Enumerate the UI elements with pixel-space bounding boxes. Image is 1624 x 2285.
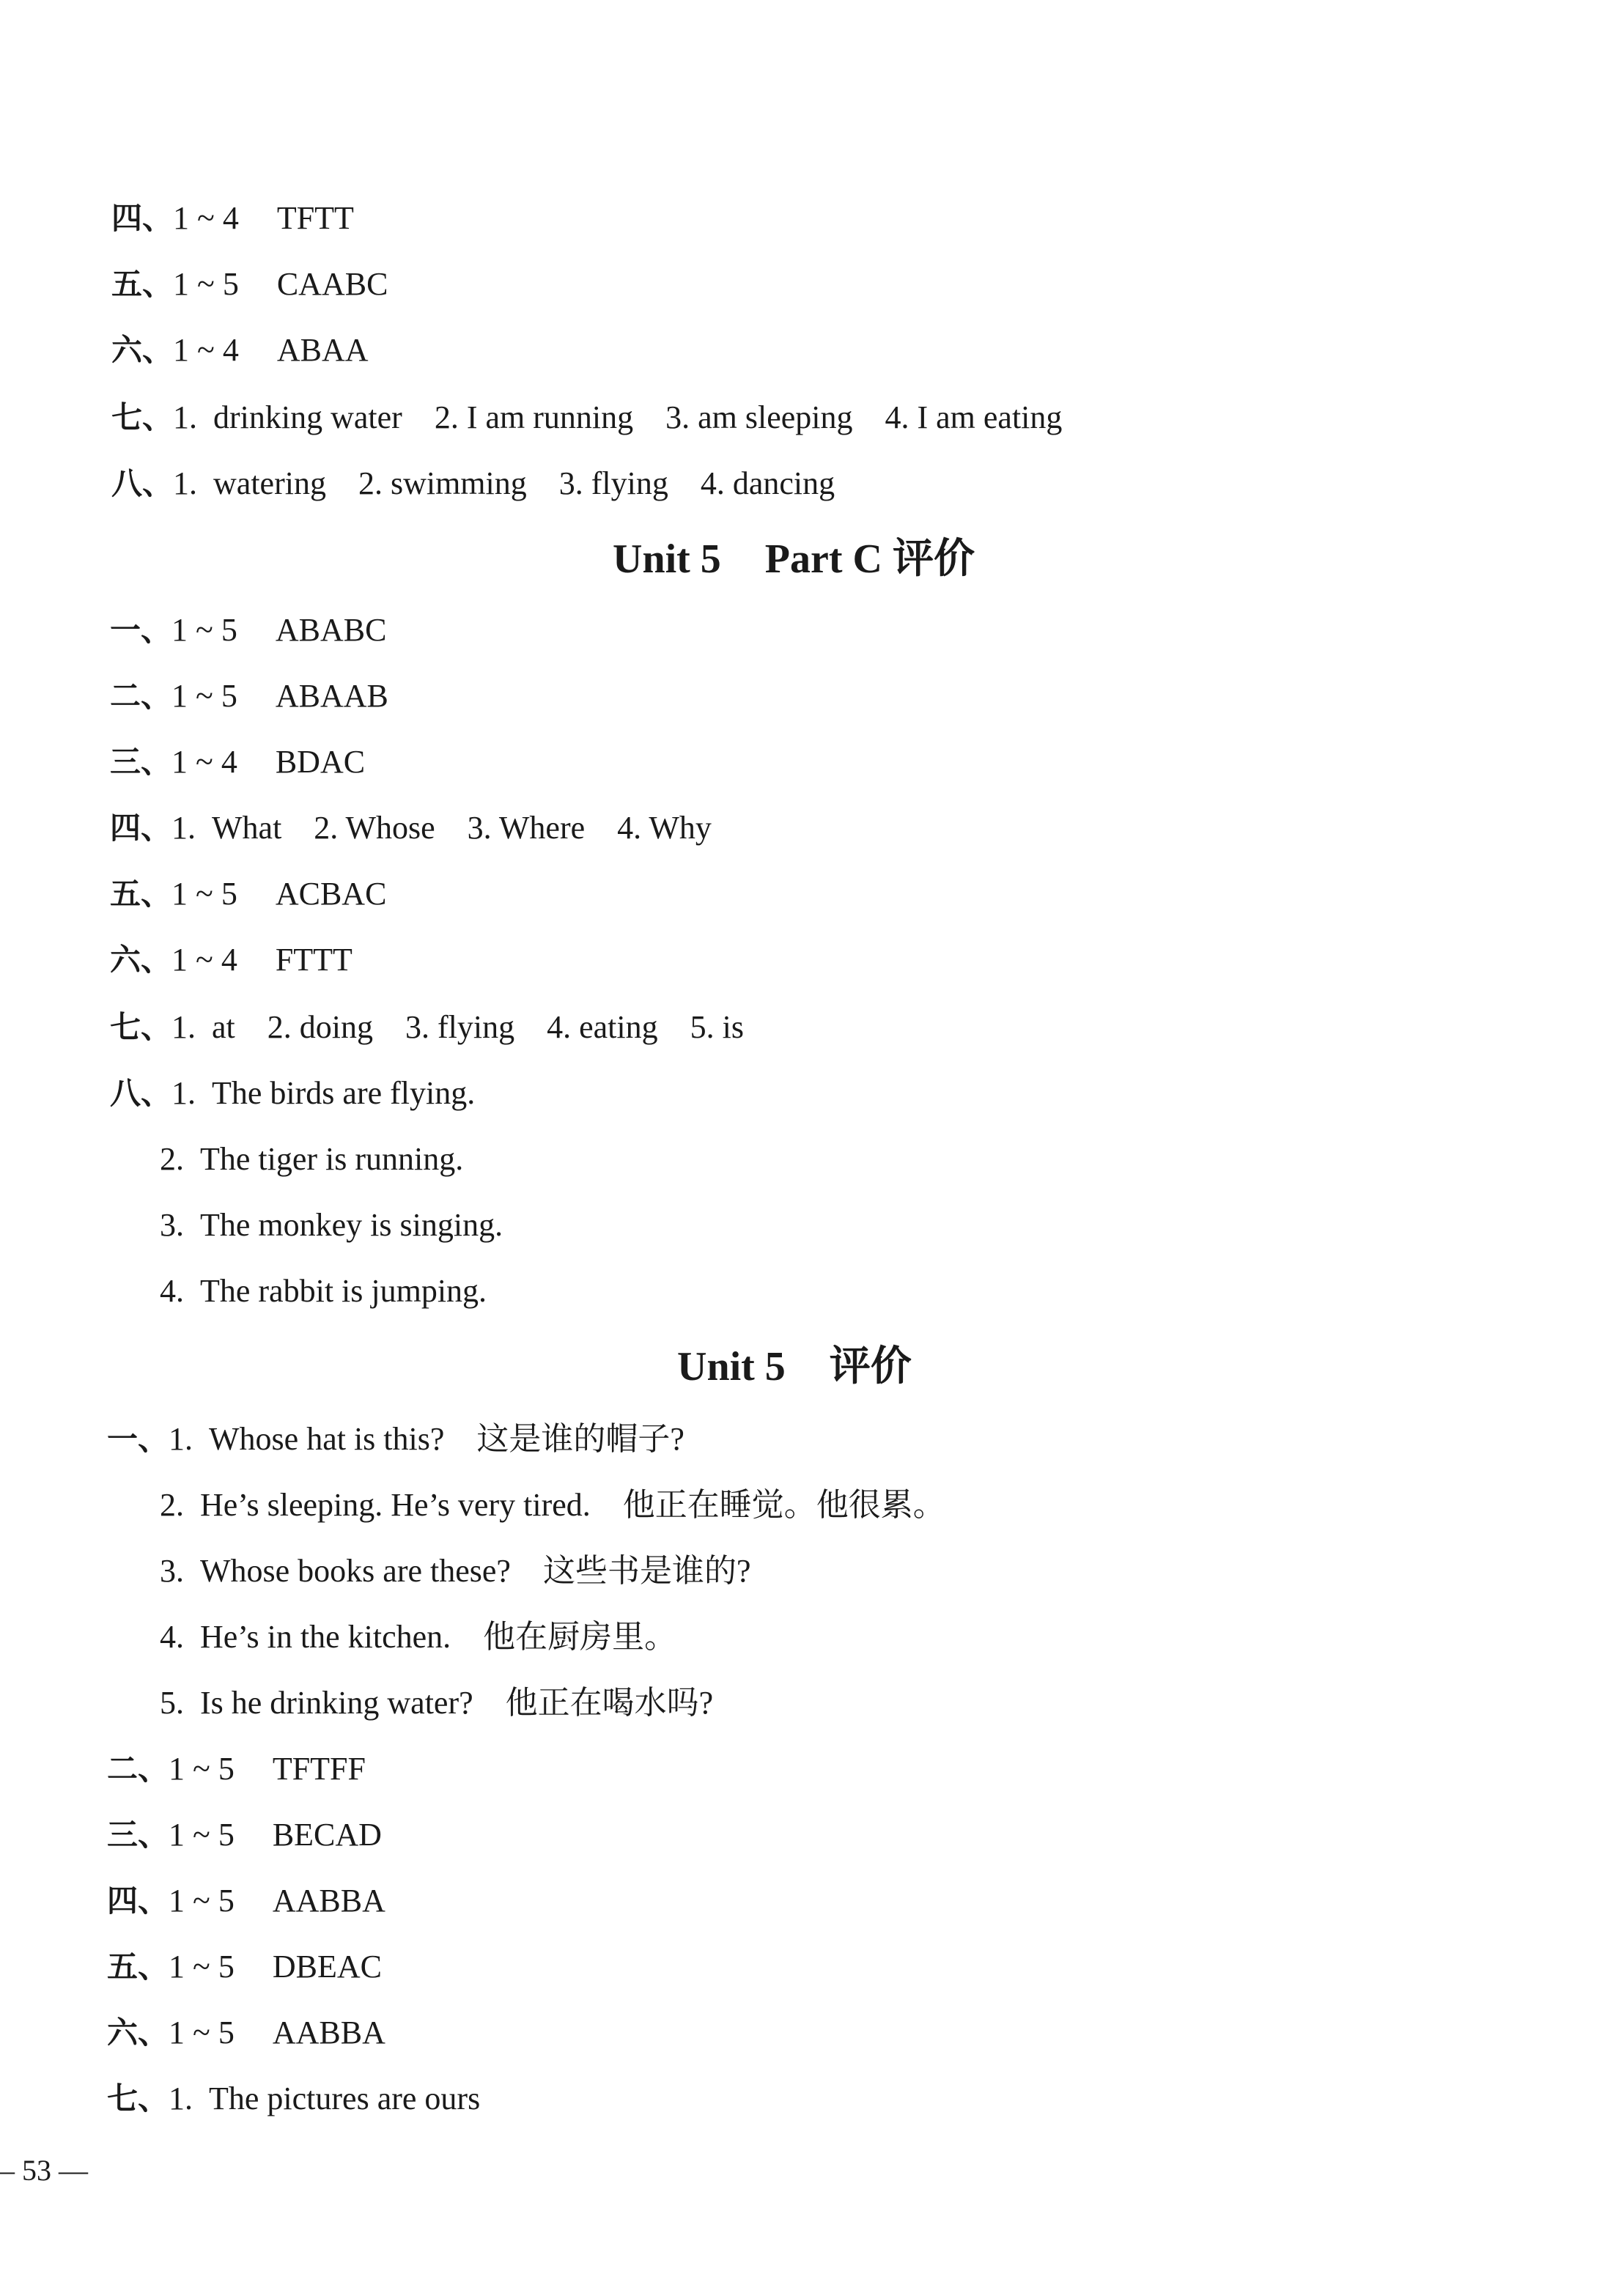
answer-text: The rabbit is jumping. <box>200 1273 487 1309</box>
question-range: 2. <box>160 1487 184 1523</box>
question-label: 六、 <box>110 942 172 978</box>
question-label: 八、 <box>111 465 174 501</box>
heading-part: 评价 <box>829 1344 912 1389</box>
question-label: 二、 <box>107 1751 169 1787</box>
question-range: 1 ~ 5 <box>169 1817 235 1853</box>
question-label: 四、 <box>107 1883 169 1919</box>
question-label: 三、 <box>110 744 172 780</box>
answer-line <box>160 1137 463 1181</box>
answer-line <box>160 1549 750 1593</box>
question-range: 1 ~ 5 <box>173 266 239 302</box>
answer-line <box>111 328 369 372</box>
answer-line <box>111 396 1062 440</box>
answer-text: drinking water 2. I am running 3. am sleeping 4. I am eating <box>213 399 1063 435</box>
question-label: 一、 <box>107 1421 169 1457</box>
section-heading <box>613 534 975 585</box>
answer-line <box>160 1203 503 1247</box>
answer-line <box>110 938 353 982</box>
question-label: 二、 <box>110 678 172 714</box>
question-range: 1. <box>173 465 198 501</box>
answer-text: watering 2. swimming 3. flying 4. dancing <box>213 465 835 501</box>
question-label: 七、 <box>107 2081 169 2116</box>
answer-text: AABBA <box>272 1883 385 1919</box>
answer-text: The monkey is singing. <box>200 1207 503 1243</box>
answer-text: He’s in the kitchen. 他在厨房里。 <box>200 1619 677 1655</box>
question-range: 1. <box>171 1009 196 1045</box>
question-range: 3. <box>160 1553 184 1589</box>
answer-line <box>111 262 388 306</box>
answer-line <box>111 196 354 240</box>
answer-text: FTTT <box>275 942 353 978</box>
question-range: 1 ~ 5 <box>169 1883 235 1919</box>
answer-text: The birds are flying. <box>212 1075 476 1111</box>
answer-line <box>160 1681 713 1725</box>
answer-line <box>110 1071 475 1115</box>
answer-line <box>110 674 388 718</box>
answer-line <box>107 1747 366 1791</box>
question-range: 1. <box>169 2081 193 2116</box>
answer-line <box>110 872 386 916</box>
answer-line <box>110 608 386 652</box>
answer-line <box>107 2011 385 2055</box>
question-range: 1 ~ 5 <box>169 2015 235 2050</box>
page-number <box>0 2149 88 2193</box>
heading-unit: Unit 5 <box>677 1344 786 1389</box>
question-label: 六、 <box>111 332 174 368</box>
answer-text: He’s sleeping. He’s very tired. 他正在睡觉。他很累。 <box>200 1487 945 1523</box>
answer-text: ABAA <box>276 332 369 368</box>
question-range: 1 ~ 4 <box>173 200 239 236</box>
question-label: 七、 <box>110 1009 172 1045</box>
answer-text: What 2. Whose 3. Where 4. Why <box>212 810 712 846</box>
answer-line <box>107 1417 684 1461</box>
answer-line <box>111 462 835 506</box>
question-range: 1 ~ 4 <box>171 942 237 978</box>
question-range: 1. <box>171 810 196 846</box>
answer-text: ABABC <box>275 612 387 648</box>
question-label: 五、 <box>111 266 174 302</box>
answer-text: ACBAC <box>275 876 387 912</box>
answer-line <box>107 2077 480 2121</box>
question-label: 八、 <box>110 1075 172 1111</box>
answer-text: Whose hat is this? 这是谁的帽子? <box>209 1421 684 1457</box>
answer-text: BDAC <box>275 744 366 780</box>
answer-text: DBEAC <box>272 1949 382 1985</box>
question-label: 三、 <box>107 1817 169 1853</box>
heading-unit: Unit 5 <box>613 536 721 582</box>
answer-line <box>160 1269 487 1313</box>
answer-text: ABAAB <box>275 678 388 714</box>
question-range: 1. <box>169 1421 193 1457</box>
question-range: 2. <box>160 1141 184 1177</box>
answer-line <box>107 1945 382 1989</box>
answer-text: at 2. doing 3. flying 4. eating 5. is <box>212 1009 744 1045</box>
question-label: 一、 <box>110 612 172 648</box>
answer-line <box>160 1483 945 1527</box>
answer-line <box>110 806 712 850</box>
question-range: 1 ~ 5 <box>169 1751 235 1787</box>
question-range: 1 ~ 5 <box>171 612 237 648</box>
question-range: 1. <box>171 1075 196 1111</box>
answer-line <box>160 1615 676 1659</box>
answer-line <box>107 1879 385 1923</box>
question-range: 4. <box>160 1273 184 1309</box>
page-number-value: 53 <box>22 2154 51 2187</box>
question-range: 1 ~ 4 <box>173 332 239 368</box>
answer-text: The tiger is running. <box>200 1141 464 1177</box>
heading-part: Part C 评价 <box>764 536 975 582</box>
answer-line <box>110 740 365 784</box>
question-range: 1 ~ 4 <box>171 744 237 780</box>
answer-text: The pictures are ours <box>209 2081 481 2116</box>
question-range: 4. <box>160 1619 184 1655</box>
answer-text: TFTFF <box>272 1751 366 1787</box>
page-number-dash-right: — <box>51 2154 88 2187</box>
question-range: 1 ~ 5 <box>171 876 237 912</box>
answer-line <box>110 1005 744 1049</box>
question-label: 六、 <box>107 2015 169 2050</box>
answer-line <box>107 1813 382 1857</box>
answer-text: TFTT <box>276 200 354 236</box>
question-label: 四、 <box>110 810 172 846</box>
question-range: 1 ~ 5 <box>171 678 237 714</box>
page-number-dash-left: – <box>0 2154 22 2187</box>
question-range: 3. <box>160 1207 184 1243</box>
question-range: 5. <box>160 1685 184 1721</box>
question-label: 四、 <box>111 200 174 236</box>
answer-text: BECAD <box>272 1817 382 1853</box>
answer-text: AABBA <box>272 2015 385 2050</box>
question-range: 1 ~ 5 <box>169 1949 235 1985</box>
question-label: 七、 <box>111 399 174 435</box>
answer-text: Whose books are these? 这些书是谁的? <box>200 1553 751 1589</box>
question-label: 五、 <box>110 876 172 912</box>
question-label: 五、 <box>107 1949 169 1985</box>
answer-text: Is he drinking water? 他正在喝水吗? <box>200 1685 714 1721</box>
answer-text: CAABC <box>276 266 388 302</box>
question-range: 1. <box>173 399 198 435</box>
section-heading <box>677 1341 912 1392</box>
